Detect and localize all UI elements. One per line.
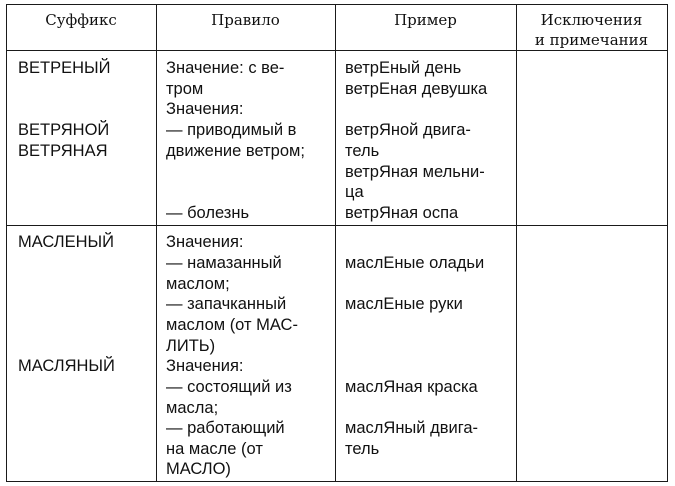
example-line: маслЯный двига- xyxy=(345,419,479,437)
header-exceptions-line1: Исключения xyxy=(540,11,643,29)
rule-line: ЛИТЬ) xyxy=(166,337,216,355)
rule-line: — намазанный xyxy=(166,254,282,272)
table-top-border xyxy=(6,4,668,5)
example-line: ветрЯная оспа xyxy=(345,204,459,222)
table-right-border xyxy=(667,4,668,482)
rule-line: на масле (от xyxy=(166,440,263,458)
column-divider-3 xyxy=(516,4,517,482)
example-line: маслЯная краска xyxy=(345,378,478,396)
header-exceptions-line2: и примечания xyxy=(534,31,649,49)
header-exceptions xyxy=(516,10,667,50)
rule-line: — болезнь xyxy=(166,204,250,222)
example-line: ветрЯная мельни- xyxy=(345,163,485,181)
column-divider-2 xyxy=(335,4,336,482)
suffix-table xyxy=(6,4,668,482)
rule-line: тром xyxy=(166,80,204,98)
table-left-border xyxy=(6,4,7,482)
rule-line: Значения: xyxy=(166,100,244,118)
suffix-масляный: МАСЛЯНЫЙ xyxy=(18,357,115,375)
rule-line: движение ветром; xyxy=(166,142,305,160)
suffix-ветреный: ВЕТРЕНЫЙ xyxy=(18,59,111,77)
row-divider xyxy=(6,225,668,226)
header-suffix: Суффикс xyxy=(45,11,117,29)
rule-line: масла; xyxy=(166,399,219,417)
rule-line: — состоящий из xyxy=(166,378,292,396)
example-line: ветрЕная девушка xyxy=(345,80,488,98)
example-line: маслЕные оладьи xyxy=(345,254,485,272)
example-line: ветрЯной двига- xyxy=(345,121,471,139)
example-line: ца xyxy=(345,183,364,201)
suffix-ветряной: ВЕТРЯНОЙ xyxy=(18,121,110,139)
rule-line: МАСЛО) xyxy=(166,460,231,478)
example-line: маслЕные руки xyxy=(345,295,463,313)
example-line: ветрЕный день xyxy=(345,59,462,77)
rule-line: Значения: xyxy=(166,233,244,251)
suffix-ветряная: ВЕТРЯНАЯ xyxy=(18,142,108,160)
header-example: Пример xyxy=(394,11,457,29)
rule-line: маслом (от МАС- xyxy=(166,316,298,334)
rule-line: — приводимый в xyxy=(166,121,297,139)
header-bottom-border xyxy=(6,50,668,51)
example-line: тель xyxy=(345,440,380,458)
suffix-масленый: МАСЛЕНЫЙ xyxy=(18,233,114,251)
rule-line: Значение: с ве- xyxy=(166,59,285,77)
header-rule: Правило xyxy=(211,11,280,29)
rule-line: Значения: xyxy=(166,357,244,375)
column-divider-1 xyxy=(156,4,157,482)
example-line: тель xyxy=(345,142,380,160)
table-bottom-border xyxy=(6,481,668,482)
rule-line: — запачканный xyxy=(166,295,287,313)
rule-line: маслом; xyxy=(166,275,230,293)
rule-line: — работающий xyxy=(166,419,285,437)
